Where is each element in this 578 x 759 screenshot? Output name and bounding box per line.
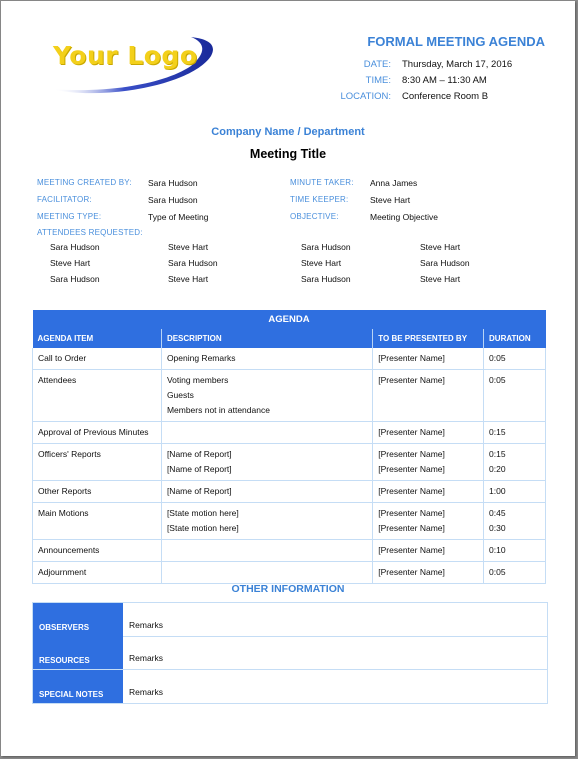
attendee: Steve Hart (50, 258, 91, 268)
other-info-row-observers (32, 602, 548, 637)
presenter-text: [Presenter Name] (378, 567, 445, 577)
duration-text: 0:15 (489, 449, 506, 459)
logo-text: Your Logo (53, 41, 198, 70)
agenda-item-text: Other Reports (38, 486, 92, 496)
time-keeper-label: TIME KEEPER: (290, 195, 349, 204)
resources-label: RESOURCES (33, 636, 123, 669)
agenda-item-text: Main Motions (38, 508, 89, 518)
duration-cell (484, 562, 546, 584)
attendee: Steve Hart (420, 242, 461, 252)
observers-label: OBSERVERS (33, 603, 123, 636)
presenter-cell (373, 444, 484, 481)
description-cell (161, 503, 372, 540)
duration-cell (484, 444, 546, 481)
presenter-text: [Presenter Name] (378, 464, 445, 474)
attendee: Sara Hudson (50, 274, 100, 284)
company-name: Company Name / Department (211, 126, 365, 138)
agenda-item-cell (33, 422, 162, 444)
duration-text: 0:45 (489, 508, 506, 518)
table-row (33, 562, 546, 584)
agenda-item-cell (33, 444, 162, 481)
agenda-item-cell (33, 503, 162, 540)
objective-label: OBJECTIVE: (290, 212, 339, 221)
agenda-item-text: Announcements (38, 545, 100, 555)
description-text: [Name of Report] (166, 449, 232, 459)
facilitator-value: Sara Hudson (148, 195, 198, 205)
table-row (33, 481, 546, 503)
agenda-item-text: Attendees (38, 375, 77, 385)
time-keeper-value: Steve Hart (370, 195, 411, 205)
agenda-item-cell (33, 540, 162, 562)
agenda-item-cell (33, 562, 162, 584)
description-text: Voting members (166, 375, 229, 385)
created-by-value: Sara Hudson (148, 178, 198, 188)
duration-text: 0:15 (489, 427, 506, 437)
duration-text: 0:10 (489, 545, 506, 555)
presenter-text: [Presenter Name] (378, 508, 445, 518)
duration-cell (484, 370, 546, 422)
agenda-table (32, 310, 546, 584)
presenter-cell (373, 540, 484, 562)
table-row (33, 540, 546, 562)
duration-cell (484, 481, 546, 503)
other-info-title: OTHER INFORMATION (231, 583, 345, 595)
objective-value: Meeting Objective (370, 212, 439, 222)
attendee: Steve Hart (168, 274, 209, 284)
document-title: FORMAL MEETING AGENDA (367, 34, 545, 49)
meeting-type-value: Type of Meeting (148, 212, 209, 222)
other-info-row-special-notes (32, 670, 548, 704)
attendee: Steve Hart (420, 274, 461, 284)
agenda-item-text: Adjournment (38, 567, 87, 577)
facilitator-label: FACILITATOR: (37, 195, 92, 204)
presenter-text: [Presenter Name] (378, 427, 445, 437)
agenda-item-cell (33, 370, 162, 422)
agenda-item-text: Officers' Reports (38, 449, 101, 459)
meeting-type-label: MEETING TYPE: (37, 212, 102, 221)
date-value: Thursday, March 17, 2016 (402, 59, 513, 70)
agenda-item-cell (33, 348, 162, 370)
duration-cell (484, 348, 546, 370)
duration-text: 0:30 (489, 523, 506, 533)
location-label: LOCATION: (340, 91, 391, 102)
duration-text: 0:05 (489, 567, 506, 577)
attendee: Sara Hudson (301, 242, 351, 252)
description-cell (161, 444, 372, 481)
duration-cell (484, 422, 546, 444)
agenda-item-text: Call to Order (38, 353, 87, 363)
description-text: Members not in attendance (166, 405, 270, 415)
description-cell (161, 481, 372, 503)
presenter-cell (373, 348, 484, 370)
presenter-text: [Presenter Name] (378, 353, 445, 363)
presenter-text: [Presenter Name] (378, 523, 445, 533)
special-notes-remarks: Remarks (129, 687, 164, 697)
other-info-row-resources (32, 636, 548, 670)
table-row (33, 370, 546, 422)
presenter-cell (373, 422, 484, 444)
description-cell (161, 562, 372, 584)
special-notes-label: SPECIAL NOTES (33, 670, 123, 703)
presenter-cell (373, 562, 484, 584)
duration-cell (484, 503, 546, 540)
attendee: Steve Hart (301, 258, 342, 268)
description-cell (161, 370, 372, 422)
date-label: DATE: (363, 59, 391, 70)
presenter-text: [Presenter Name] (378, 375, 445, 385)
attendee: Steve Hart (168, 242, 209, 252)
description-text: [State motion here] (166, 508, 239, 518)
resources-remarks: Remarks (129, 653, 164, 663)
agenda-rows (33, 348, 546, 584)
table-row (33, 422, 546, 444)
meeting-title: Meeting Title (249, 147, 327, 161)
description-text: Guests (166, 390, 194, 400)
time-label: TIME: (365, 75, 391, 86)
presenter-cell (373, 503, 484, 540)
column-header-presented-by: TO BE PRESENTED BY (373, 329, 484, 348)
attendee: Sara Hudson (168, 258, 218, 268)
description-text: [Name of Report] (166, 486, 232, 496)
agenda-item-cell (33, 481, 162, 503)
duration-text: 1:00 (489, 486, 506, 496)
agenda-title: AGENDA (33, 310, 546, 329)
location-value: Conference Room B (402, 91, 489, 102)
column-header-description: DESCRIPTION (161, 329, 372, 348)
description-text: Opening Remarks (166, 353, 236, 363)
created-by-label: MEETING CREATED BY: (37, 178, 132, 187)
minute-taker-label: MINUTE TAKER: (290, 178, 354, 187)
agenda-item-text: Approval of Previous Minutes (38, 427, 149, 437)
column-header-duration: DURATION (484, 329, 546, 348)
description-cell (161, 422, 372, 444)
attendees-label: ATTENDEES REQUESTED: (37, 228, 143, 237)
duration-text: 0:20 (489, 464, 506, 474)
description-text: [Name of Report] (166, 464, 232, 474)
duration-text: 0:05 (489, 353, 506, 363)
table-row (33, 348, 546, 370)
agenda-document (1, 1, 575, 756)
presenter-cell (373, 370, 484, 422)
presenter-text: [Presenter Name] (378, 449, 445, 459)
description-cell (161, 540, 372, 562)
attendee: Sara Hudson (50, 242, 100, 252)
observers-remarks: Remarks (129, 620, 164, 630)
description-cell (161, 348, 372, 370)
minute-taker-value: Anna James (370, 178, 418, 188)
attendee: Sara Hudson (420, 258, 470, 268)
presenter-text: [Presenter Name] (378, 545, 445, 555)
presenter-cell (373, 481, 484, 503)
time-value: 8:30 AM – 11:30 AM (402, 75, 487, 86)
table-row (33, 444, 546, 481)
column-header-agenda-item: AGENDA ITEM (33, 329, 162, 348)
description-text: [State motion here] (166, 523, 239, 533)
table-row (33, 503, 546, 540)
duration-cell (484, 540, 546, 562)
presenter-text: [Presenter Name] (378, 486, 445, 496)
attendee: Sara Hudson (301, 274, 351, 284)
duration-text: 0:05 (489, 375, 506, 385)
